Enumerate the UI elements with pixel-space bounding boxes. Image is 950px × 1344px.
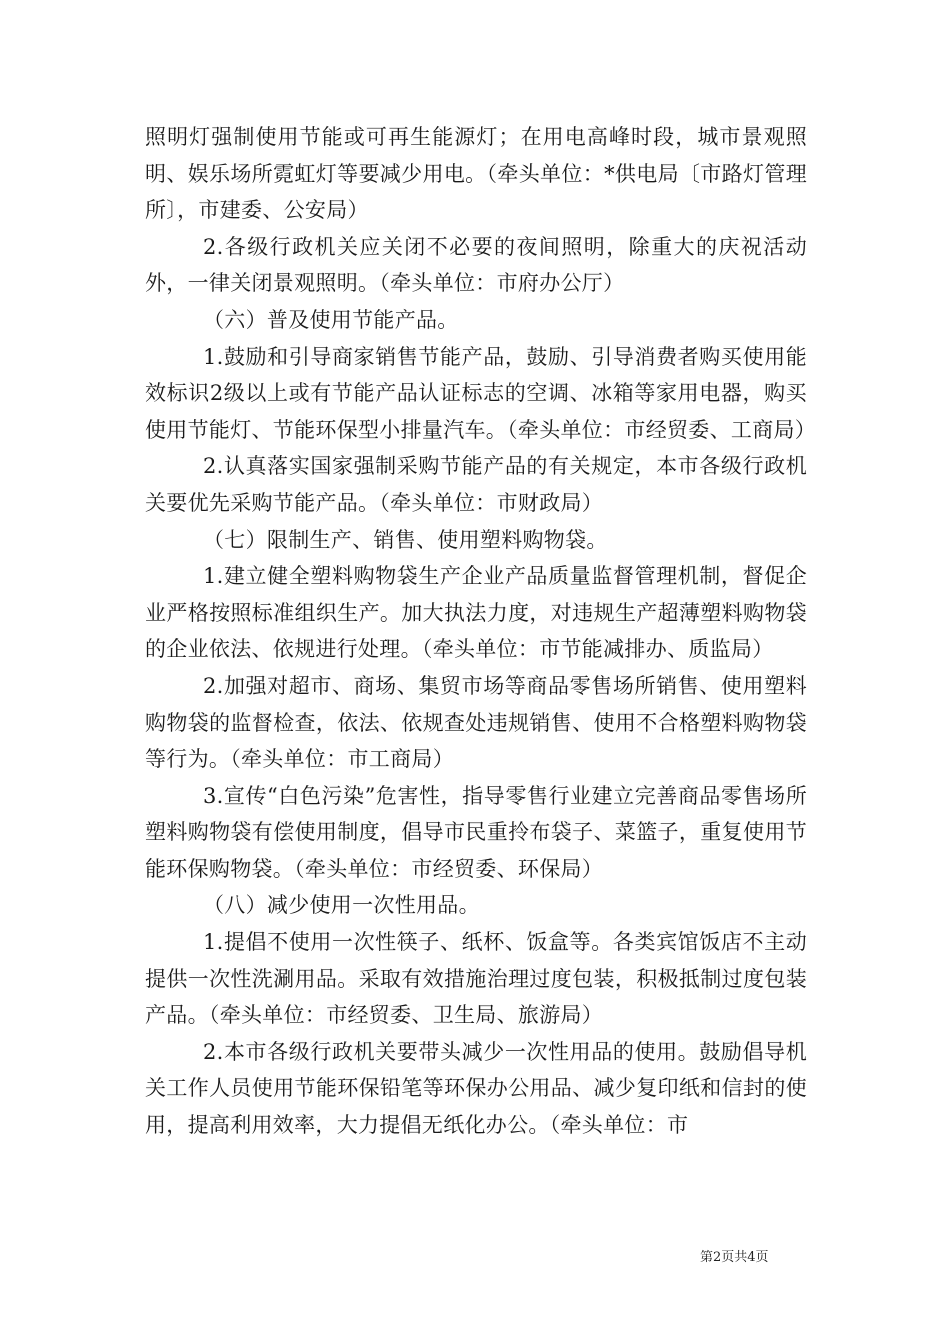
paragraph-continuation: 照明灯强制使用节能或可再生能源灯；在用电高峰时段，城市景观照明、娱乐场所霓虹灯等要减少用电。（牵头单位：*供电局〔市路灯管理所〕，市建委、公安局） (145, 125, 807, 223)
document-body (145, 119, 817, 1144)
paragraph-item: 1.鼓励和引导商家销售节能产品，鼓励、引导消费者购买使用能效标识2级以上或有节能产品认证标志的空调、冰箱等家用电器，购买使用节能灯、节能环保型小排量汽车。（牵头单位：市经贸委、工商局） (145, 344, 817, 442)
section-heading: （七）限制生产、销售、使用塑料购物袋。 (203, 527, 608, 552)
paragraph-item: 3.宣传“白色污染”危害性，指导零售行业建立完善商品零售场所塑料购物袋有偿使用制度，倡导市民重拎布袋子、菜篮子，重复使用节能环保购物袋。（牵头单位：市经贸委、环保局） (145, 783, 807, 881)
paragraph-item: 1.建立健全塑料购物袋生产企业产品质量监督管理机制，督促企业严格按照标准组织生产。加大执法力度，对违规生产超薄塑料购物袋的企业依法、依规进行处理。（牵头单位：市节能减排办、质监局） (145, 564, 807, 662)
paragraph-item: 2.各级行政机关应关闭不必要的夜间照明，除重大的庆祝活动外，一律关闭景观照明。（牵头单位：市府办公厅） (145, 234, 807, 296)
paragraph-item: 2.本市各级行政机关要带头减少一次性用品的使用。鼓励倡导机关工作人员使用节能环保铅笔等环保办公用品、减少复印纸和信封的使用，提高利用效率，大力提倡无纸化办公。（牵头单位：市 (145, 1039, 807, 1138)
page-number-footer: 第2页共4页 (700, 1250, 769, 1265)
section-heading: （八）减少使用一次性用品。 (203, 893, 480, 918)
section-heading: （六）普及使用节能产品。 (203, 307, 459, 332)
paragraph-item: 2.认真落实国家强制采购节能产品的有关规定，本市各级行政机关要优先采购节能产品。（牵头单位：市财政局） (145, 454, 807, 515)
paragraph-item: 2.加强对超市、商场、集贸市场等商品零售场所销售、使用塑料购物袋的监督检查，依法、依规查处违规销售、使用不合格塑料购物袋等行为。（牵头单位：市工商局） (145, 673, 807, 772)
paragraph-item: 1.提倡不使用一次性筷子、纸杯、饭盒等。各类宾馆饭店不主动提供一次性洗涮用品。采取有效措施治理过度包装，积极抵制过度包装产品。（牵头单位：市经贸委、卫生局、旅游局） (145, 930, 807, 1028)
